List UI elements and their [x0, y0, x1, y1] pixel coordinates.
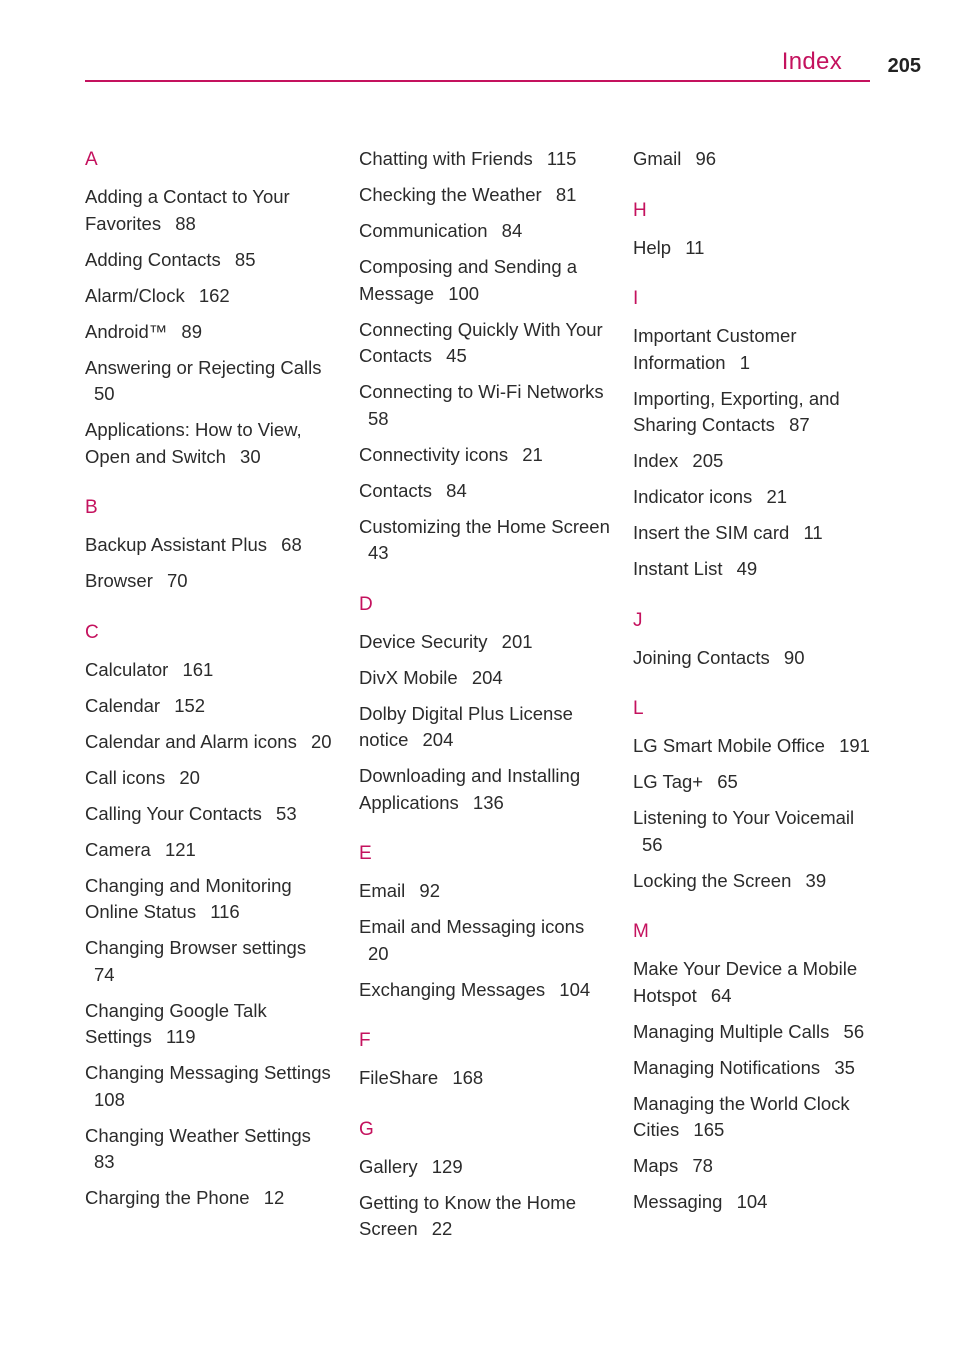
entry-term: LG Smart Mobile Office: [633, 735, 825, 756]
index-entry: [359, 1154, 614, 1181]
index-column-3: [633, 146, 888, 1225]
index-entry: [85, 935, 335, 988]
entry-page-number: 85: [234, 248, 256, 270]
entry-term: Make Your Device a Mobile Hotspot: [633, 958, 858, 1006]
entry-term: Applications: How to View, Open and Switch: [85, 419, 302, 467]
entry-term: Answering or Rejecting Calls: [85, 356, 322, 378]
index-entry: [633, 235, 888, 262]
index-entry: [85, 837, 335, 864]
entry-term: Instant List: [633, 558, 723, 579]
entry-page-number: 84: [501, 220, 523, 241]
entry-page-number: 68: [281, 534, 302, 555]
entry-page-number: 21: [766, 486, 788, 507]
index-entry: [633, 448, 888, 475]
entry-term: Adding Contacts: [85, 248, 221, 270]
entry-term: Device Security: [359, 630, 488, 652]
entry-page-number: 22: [431, 1218, 453, 1239]
header-divider: [85, 80, 870, 82]
entry-term: Email and Messaging icons: [359, 916, 585, 937]
entry-term: Connectivity icons: [359, 443, 509, 465]
entry-term: Calling Your Contacts: [85, 802, 262, 824]
entry-term: Calendar and Alarm icons: [85, 730, 297, 752]
index-entry: [85, 417, 335, 470]
index-entry: [359, 478, 614, 505]
index-entry: [633, 733, 888, 760]
index-entry: [85, 801, 335, 828]
entry-page-number: 50: [94, 383, 115, 404]
entry-page-number: 88: [175, 212, 196, 234]
entry-term: Changing and Monitoring Online Status: [85, 874, 292, 922]
index-entry: [359, 977, 614, 1004]
page-header: [0, 0, 954, 90]
entry-term: Chatting with Friends: [359, 148, 533, 169]
entry-page-number: 89: [181, 320, 202, 342]
index-entry: [633, 323, 888, 376]
entry-page-number: 161: [182, 658, 214, 680]
entry-page-number: 191: [839, 735, 870, 756]
entry-page-number: 39: [805, 869, 827, 891]
entry-term: Managing the World Clock Cities: [633, 1092, 850, 1140]
index-entry: [85, 1060, 335, 1113]
entry-term: Gallery: [359, 1155, 418, 1177]
entry-page-number: 35: [834, 1056, 855, 1078]
entry-term: Insert the SIM card: [633, 522, 790, 543]
index-entry: [359, 1190, 614, 1243]
entry-page-number: 168: [452, 1067, 484, 1088]
entry-page-number: 1: [739, 351, 750, 373]
entry-page-number: 121: [164, 838, 196, 860]
index-entry: [85, 319, 335, 346]
index-entry: [359, 254, 614, 307]
entry-term: Messaging: [633, 1191, 723, 1212]
entry-term: Important Customer Information: [633, 325, 797, 373]
entry-page-number: 119: [166, 1026, 196, 1047]
index-entry: [633, 956, 888, 1009]
entry-term: Managing Multiple Calls: [633, 1020, 830, 1042]
section-letter: J: [633, 609, 643, 631]
index-entry: [85, 184, 335, 237]
entry-term: Alarm/Clock: [85, 284, 185, 306]
section-letter: F: [359, 1030, 371, 1051]
entry-term: Changing Google Talk Settings: [85, 999, 267, 1047]
index-entry: [85, 1185, 335, 1212]
entry-page-number: 84: [446, 479, 467, 501]
entry-page-number: 56: [642, 833, 663, 855]
index-entry: [633, 1055, 888, 1082]
entry-term: Indicator icons: [633, 486, 753, 507]
index-entry: [359, 317, 614, 370]
entry-page-number: 204: [471, 666, 503, 688]
entry-page-number: 20: [179, 766, 200, 788]
entry-term: Camera: [85, 838, 151, 860]
entry-page-number: 100: [448, 282, 480, 304]
entry-page-number: 11: [685, 236, 705, 258]
entry-term: Joining Contacts: [633, 646, 770, 668]
entry-page-number: 70: [167, 570, 188, 591]
index-entry: [359, 878, 614, 905]
index-entry: [359, 379, 614, 432]
entry-term: Email: [359, 880, 406, 901]
section-letter: I: [633, 288, 639, 309]
entry-page-number: 49: [736, 558, 758, 579]
entry-term: Connecting to Wi-Fi Networks: [359, 381, 604, 402]
entry-term: Downloading and Installing Applications: [359, 765, 581, 813]
index-entry: [359, 514, 614, 567]
entry-term: Android™: [85, 320, 168, 342]
entry-term: Index: [633, 450, 679, 471]
entry-page-number: 204: [422, 729, 454, 750]
entry-term: Dolby Digital Plus License notice: [359, 702, 573, 750]
entry-page-number: 11: [803, 522, 823, 543]
entry-page-number: 115: [546, 148, 577, 169]
entry-page-number: 83: [94, 1151, 115, 1172]
index-entry: [633, 1019, 888, 1046]
entry-term: LG Tag+: [633, 771, 704, 792]
entry-page-number: 165: [693, 1119, 725, 1140]
index-entry: [633, 146, 888, 173]
entry-term: Checking the Weather: [359, 184, 542, 205]
index-entry: [85, 568, 335, 595]
entry-term: Charging the Phone: [85, 1187, 250, 1208]
entry-page-number: 152: [174, 694, 206, 716]
index-entry: [85, 873, 335, 926]
page-title: Index: [781, 48, 842, 75]
entry-term: FileShare: [359, 1067, 439, 1088]
index-entry: [633, 769, 888, 796]
index-column-1: [85, 146, 335, 1221]
section-letter: D: [359, 593, 373, 615]
entry-term: Calendar: [85, 694, 161, 716]
index-entry: [359, 182, 614, 209]
entry-page-number: 20: [368, 942, 389, 964]
entry-page-number: 43: [368, 542, 389, 563]
entry-page-number: 96: [695, 148, 717, 169]
entry-page-number: 74: [94, 963, 115, 985]
entry-page-number: 21: [522, 443, 543, 465]
index-entry: [359, 914, 614, 967]
index-entry: [85, 532, 335, 559]
entry-page-number: 81: [555, 184, 577, 205]
entry-page-number: 78: [692, 1155, 713, 1176]
index-entry: [359, 665, 614, 692]
entry-page-number: 20: [310, 730, 332, 752]
entry-page-number: 92: [419, 880, 440, 901]
index-entry: [85, 283, 335, 310]
section-letter: B: [85, 497, 98, 518]
entry-term: Changing Messaging Settings: [85, 1062, 331, 1083]
entry-term: Call icons: [85, 766, 166, 788]
entry-page-number: 65: [717, 771, 738, 792]
entry-page-number: 58: [368, 407, 389, 429]
entry-term: Adding a Contact to Your Favorites: [85, 186, 290, 234]
entry-page-number: 116: [210, 901, 240, 922]
entry-page-number: 129: [431, 1155, 463, 1177]
entry-term: Changing Weather Settings: [85, 1124, 311, 1146]
entry-page-number: 45: [446, 345, 467, 366]
entry-page-number: 12: [263, 1187, 285, 1208]
entry-term: Browser: [85, 570, 153, 591]
index-entry: [85, 693, 335, 720]
index-entry: [85, 1123, 335, 1176]
entry-page-number: 108: [94, 1088, 125, 1110]
index-entry: [85, 729, 335, 756]
index-entry: [359, 218, 614, 245]
section-letter: A: [85, 149, 98, 170]
page-number: 205: [887, 55, 921, 77]
index-entry: [633, 805, 888, 858]
index-entry: [633, 484, 888, 511]
index-entry: [633, 1091, 888, 1144]
entry-term: Exchanging Messages: [359, 978, 546, 1000]
index-entry: [633, 556, 888, 583]
entry-page-number: 205: [692, 450, 724, 471]
entry-term: Getting to Know the Home Screen: [359, 1191, 576, 1239]
entry-term: Composing and Sending a Message: [359, 256, 578, 304]
index-entry: [633, 645, 888, 672]
entry-page-number: 56: [843, 1020, 865, 1042]
entry-term: Managing Notifications: [633, 1056, 821, 1078]
entry-term: Listening to Your Voicemail: [633, 807, 855, 828]
index-entry: [633, 520, 888, 547]
entry-page-number: 90: [783, 646, 805, 668]
index-entry: [359, 1065, 614, 1092]
entry-term: Connecting Quickly With Your Contacts: [359, 318, 603, 366]
entry-term: Calculator: [85, 658, 169, 680]
entry-term: Maps: [633, 1155, 679, 1176]
entry-term: Backup Assistant Plus: [85, 534, 268, 555]
section-letter: E: [359, 843, 372, 864]
entry-term: Gmail: [633, 148, 682, 169]
entry-page-number: 162: [198, 284, 230, 306]
entry-page-number: 201: [501, 630, 533, 652]
section-letter: C: [85, 621, 99, 643]
entry-term: DivX Mobile: [359, 666, 458, 688]
entry-page-number: 87: [789, 414, 810, 435]
entry-page-number: 64: [710, 984, 732, 1006]
index-entry: [633, 1153, 888, 1180]
entry-term: Help: [633, 236, 672, 258]
section-letter: M: [633, 921, 649, 942]
entry-term: Communication: [359, 220, 488, 241]
entry-page-number: 104: [736, 1191, 768, 1212]
entry-page-number: 53: [276, 802, 297, 824]
index-entry: [359, 701, 614, 754]
index-entry: [359, 629, 614, 656]
section-letter: H: [633, 199, 647, 221]
entry-term: Contacts: [359, 479, 433, 501]
index-entry: [633, 1189, 888, 1216]
index-entry: [359, 763, 614, 816]
entry-term: Locking the Screen: [633, 869, 792, 891]
index-column-2: [359, 146, 614, 1252]
index-entry: [85, 998, 335, 1051]
index-entry: [85, 657, 335, 684]
index-entry: [85, 765, 335, 792]
entry-term: Importing, Exporting, and Sharing Contacts: [633, 387, 840, 435]
entry-page-number: 104: [559, 978, 591, 1000]
index-entry: [85, 247, 335, 274]
section-letter: G: [359, 1118, 374, 1140]
index-entry: [633, 868, 888, 895]
entry-term: Changing Browser settings: [85, 937, 307, 958]
index-entry: [85, 355, 335, 408]
entry-page-number: 136: [472, 791, 504, 813]
entry-page-number: 30: [240, 445, 261, 467]
index-entry: [359, 442, 614, 469]
section-letter: L: [633, 698, 644, 719]
index-entry: [359, 146, 614, 173]
entry-term: Customizing the Home Screen: [359, 515, 610, 537]
index-entry: [633, 386, 888, 439]
